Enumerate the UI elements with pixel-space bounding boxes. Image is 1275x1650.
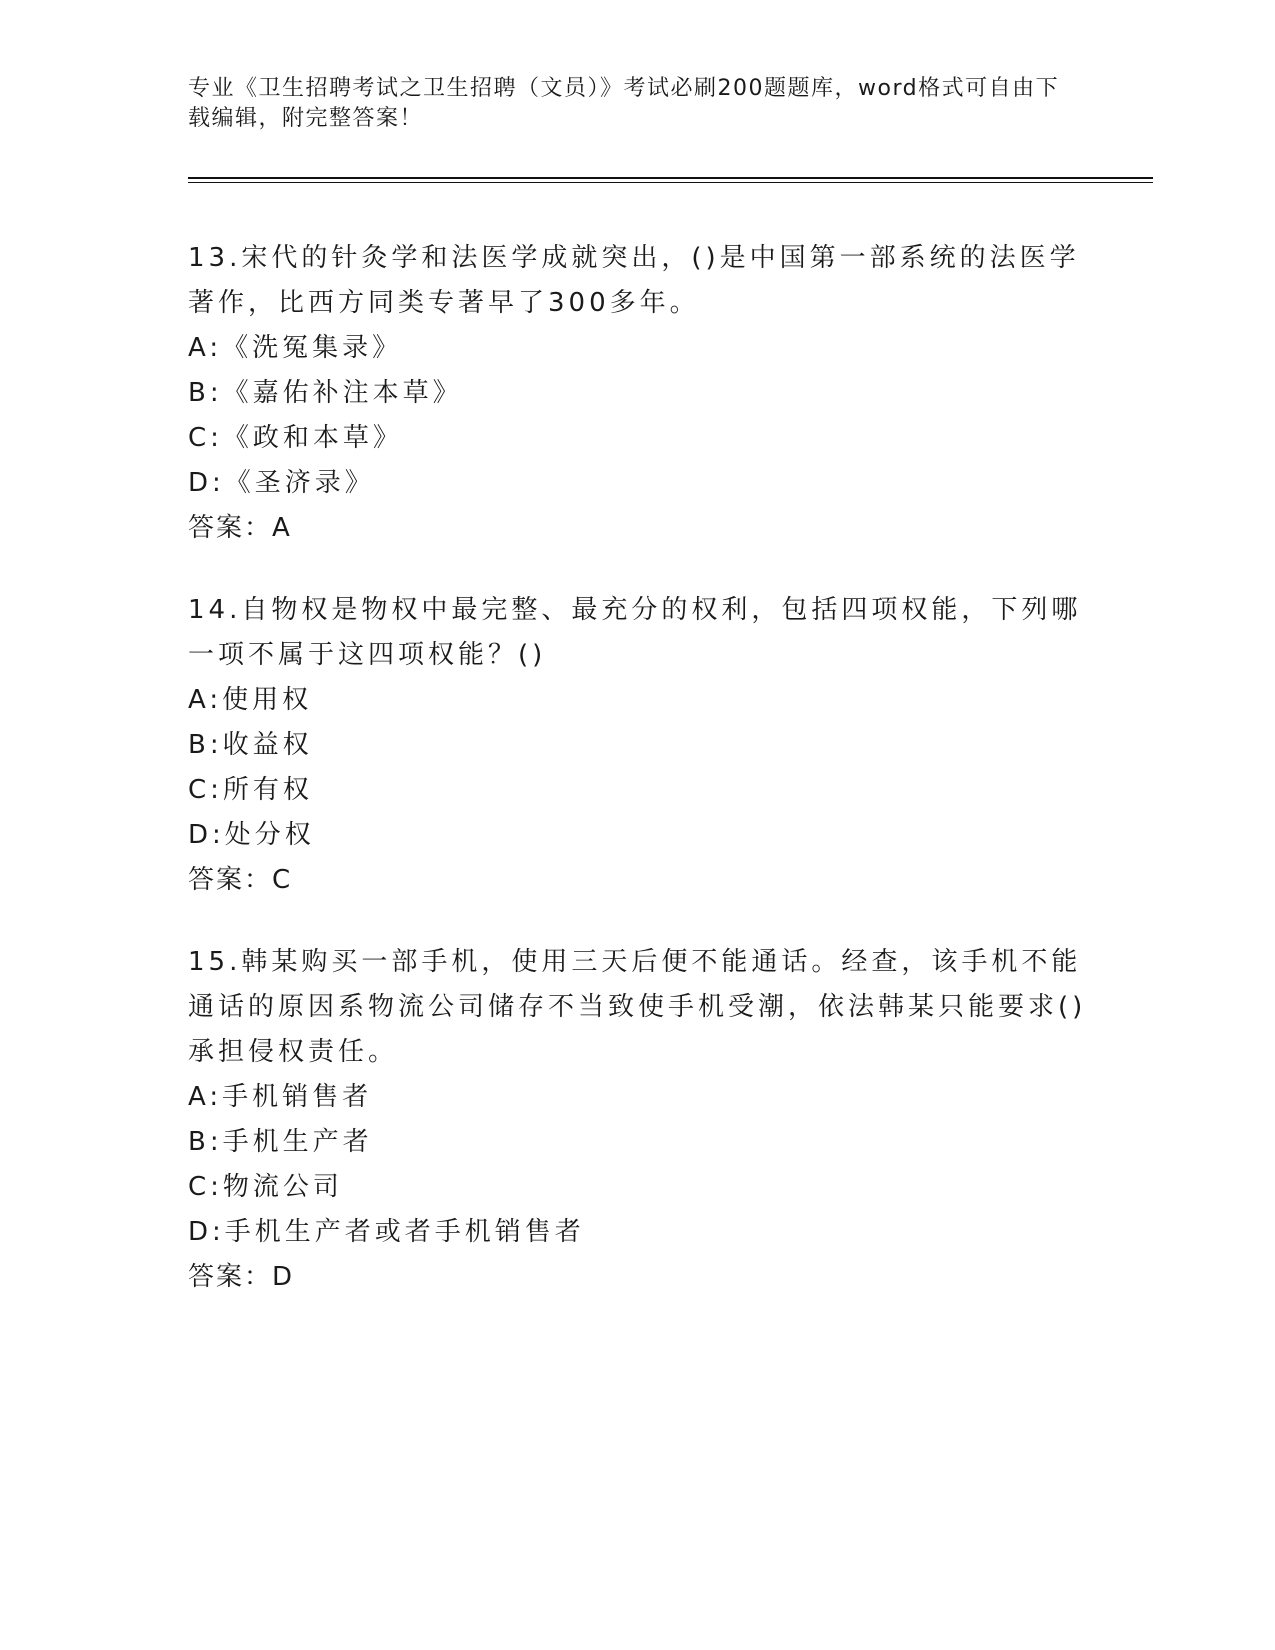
option-b: B:收益权	[188, 730, 313, 760]
option-a: A:《洗冤集录》	[188, 333, 403, 363]
answer-line: 答案：C	[188, 865, 293, 895]
option-b: B:手机生产者	[188, 1127, 373, 1157]
option-c: C:《政和本草》	[188, 423, 403, 453]
option-d: D:手机生产者或者手机销售者	[188, 1217, 585, 1247]
answer-line: 答案：D	[188, 1262, 295, 1292]
question-13	[188, 236, 1088, 551]
option-c: C:物流公司	[188, 1172, 343, 1202]
question-stem: 14.自物权是物权中最完整、最充分的权利，包括四项权能，下列哪一项不属于这四项权能？()	[188, 595, 1082, 670]
header-divider-thick	[188, 177, 1153, 179]
option-d: D:《圣济录》	[188, 468, 375, 498]
option-c: C:所有权	[188, 775, 313, 805]
option-a: A:使用权	[188, 685, 313, 715]
question-15	[188, 940, 1088, 1300]
document-header: 专业《卫生招聘考试之卫生招聘（文员）》考试必刷200题题库，word格式可自由下载编辑，附完整答案！	[188, 76, 1060, 131]
option-b: B:《嘉佑补注本草》	[188, 378, 463, 408]
question-stem: 13.宋代的针灸学和法医学成就突出，()是中国第一部系统的法医学著作，比西方同类专著早了300多年。	[188, 243, 1080, 318]
option-a: A:手机销售者	[188, 1082, 373, 1112]
question-14	[188, 588, 1088, 903]
option-d: D:处分权	[188, 820, 315, 850]
header-divider-thin	[188, 182, 1153, 183]
answer-line: 答案：A	[188, 513, 292, 543]
question-stem: 15.韩某购买一部手机，使用三天后便不能通话。经查，该手机不能通话的原因系物流公司储存不当致使手机受潮，依法韩某只能要求()承担侵权责任。	[188, 947, 1087, 1067]
question-list	[188, 236, 1088, 1337]
